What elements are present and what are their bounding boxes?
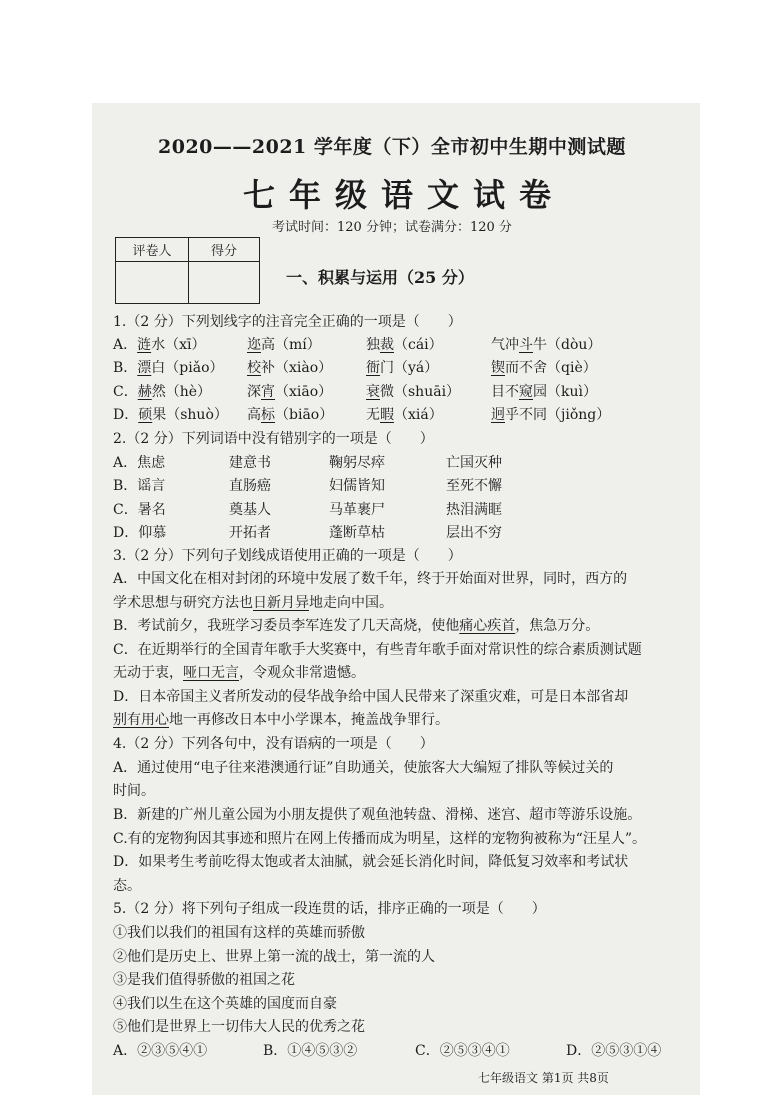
q1-option-b-term: 衙门（yá） [366,360,439,376]
q1-option-d-term: D．硕果（shuò） [113,407,228,423]
question-1-stem: 1.（2 分）下列划线字的注音完全正确的一项是（ ） [113,314,462,330]
q2-word: 直肠癌 [229,478,271,494]
question-3-stem: 3.（2 分）下列句子划线成语使用正确的一项是（ ） [113,548,462,564]
q3-option-d-line2: 别有用心地一再修改日本中小学课本，掩盖战争罪行。 [113,712,449,728]
q1-option-c-term: C．赫然（hè） [113,384,212,400]
q5-sentence-2: ②他们是历史上、世界上第一流的战士，第一流的人 [113,949,435,965]
q1-option-a-term: A．涟水（xī） [113,337,206,353]
question-4-stem: 4.（2 分）下列各句中，没有语病的一项是（ ） [113,736,434,752]
q4-option-d-line1: D．如果考生考前吃得太饱或者太油腻，就会延长消化时间，降低复习效率和考试状 [113,854,629,870]
exam-header: 2020——2021 学年度（下）全市初中生期中测试题 [158,136,626,158]
q5-option-d: D．②⑤③①④ [566,1043,662,1059]
q4-option-a-line2: 时间。 [113,783,155,799]
q5-options [113,1040,703,1062]
q2-word: A．焦虑 [113,455,166,471]
q2-word: 开拓者 [229,525,271,541]
q1-option-a [113,334,703,356]
q5-sentence-4: ④我们以生在这个英雄的国度而自豪 [113,996,337,1012]
q5-sentence-3: ③是我们值得骄傲的祖国之花 [113,972,295,988]
q5-option-b: B．①④⑤③② [263,1043,358,1059]
q1-option-c [113,381,703,403]
q2-word: 马革裹尸 [329,502,385,518]
q2-word: 热泪满眶 [446,502,502,518]
q4-option-d-line2: 态。 [113,878,141,894]
q5-option-a: A．②③⑤④① [113,1043,208,1059]
q3-option-a-line2: 学术思想与研究方法也日新月异地走向中国。 [113,595,393,611]
q3-option-c-line1: C．在近期举行的全国青年歌手大奖赛中，有些青年歌手面对常识性的综合素质测试题 [113,642,642,658]
q2-word: 至死不懈 [446,478,502,494]
score-label: 得分 [189,238,260,262]
q3-option-b: B．考试前夕，我班学习委员李军连发了几天高烧，使他痛心疾首，焦急万分。 [113,618,600,634]
q3-option-a-line1: A．中国文化在相对封闭的环境中发展了数千年，终于开始面对世界，同时，西方的 [113,571,628,587]
page-footer: 七年级语文 第1页 共8页 [478,1071,609,1085]
q5-sentence-5: ⑤他们是世界上一切伟大人民的优秀之花 [113,1019,365,1035]
q4-option-c: C.有的宠物狗因其事迹和照片在网上传播而成为明星，这样的宠物狗被称为“汪星人”。 [113,831,646,847]
q2-option-b [113,475,703,497]
q1-option-d-term: 高标（biāo） [247,407,334,423]
q1-option-b [113,357,703,379]
q3-option-c-line2: 无动于衷，哑口无言，令观众非常遗憾。 [113,665,365,681]
q2-word: 鞠躬尽瘁 [329,455,385,471]
q3-option-d-line1: D．日本帝国主义者所发动的侵华战争给中国人民带来了深重灾难，可是日本部省却 [113,689,629,705]
q2-word: 亡国灭种 [446,455,502,471]
grader-label: 评卷人 [116,238,189,262]
question-5-stem: 5.（2 分）将下列句子组成一段连贯的话，排序正确的一项是（ ） [113,901,546,917]
q2-word: 蓬断草枯 [329,525,385,541]
q2-option-a [113,452,703,474]
q2-word: D．仰慕 [113,525,167,541]
q1-option-b-term: 校补（xiào） [247,360,333,376]
score-table [115,237,260,304]
q1-option-d-term: 无暇（xiá） [366,407,443,423]
q1-option-a-term: 迩高（mí） [247,337,321,353]
q1-option-a-term: 气冲斗牛（dòu） [491,337,602,353]
exam-info: 考试时间：120 分钟；试卷满分：120 分 [272,220,512,235]
q1-option-c-term: 目不窥园（kuì） [491,384,597,400]
q4-option-b: B．新建的广州儿童公园为小朋友提供了观鱼池转盘、滑梯、迷宫、超市等游乐设施。 [113,807,642,823]
question-2-stem: 2.（2 分）下列词语中没有错别字的一项是（ ） [113,431,434,447]
q1-option-c-term: 深宵（xiāo） [247,384,333,400]
q1-option-a-term: 独裁（cái） [366,337,443,353]
q2-word: C．暑名 [113,502,166,518]
q2-word: 奠基人 [229,502,271,518]
q4-option-a-line1: A．通过使用“电子往来港澳通行证”自助通关，使旅客大大编短了排队等候过关的 [113,760,614,776]
q5-option-c: C．②⑤③④① [415,1043,510,1059]
q2-word: 层出不穷 [446,525,502,541]
q1-option-b-term: 锲而不舍（qiè） [491,360,597,376]
q2-word: B．谣言 [113,478,166,494]
q2-word: 建意书 [229,455,271,471]
q2-option-d [113,522,703,544]
q1-option-d-term: 迥乎不同（jiǒng） [491,407,611,423]
q1-option-b-term: B．漂白（piǎo） [113,360,224,376]
grader-cell[interactable] [116,262,189,304]
q2-option-c [113,499,703,521]
q5-sentence-1: ①我们以我们的祖国有这样的英雄而骄傲 [113,925,365,941]
q2-word: 妇儒皆知 [329,478,385,494]
page-title: 七年级语文试卷 [243,176,566,214]
section-heading: 一、积累与运用（25 分） [286,268,474,287]
q1-option-c-term: 衰微（shuāi） [366,384,461,400]
q1-option-d [113,404,703,426]
score-cell[interactable] [189,262,260,304]
